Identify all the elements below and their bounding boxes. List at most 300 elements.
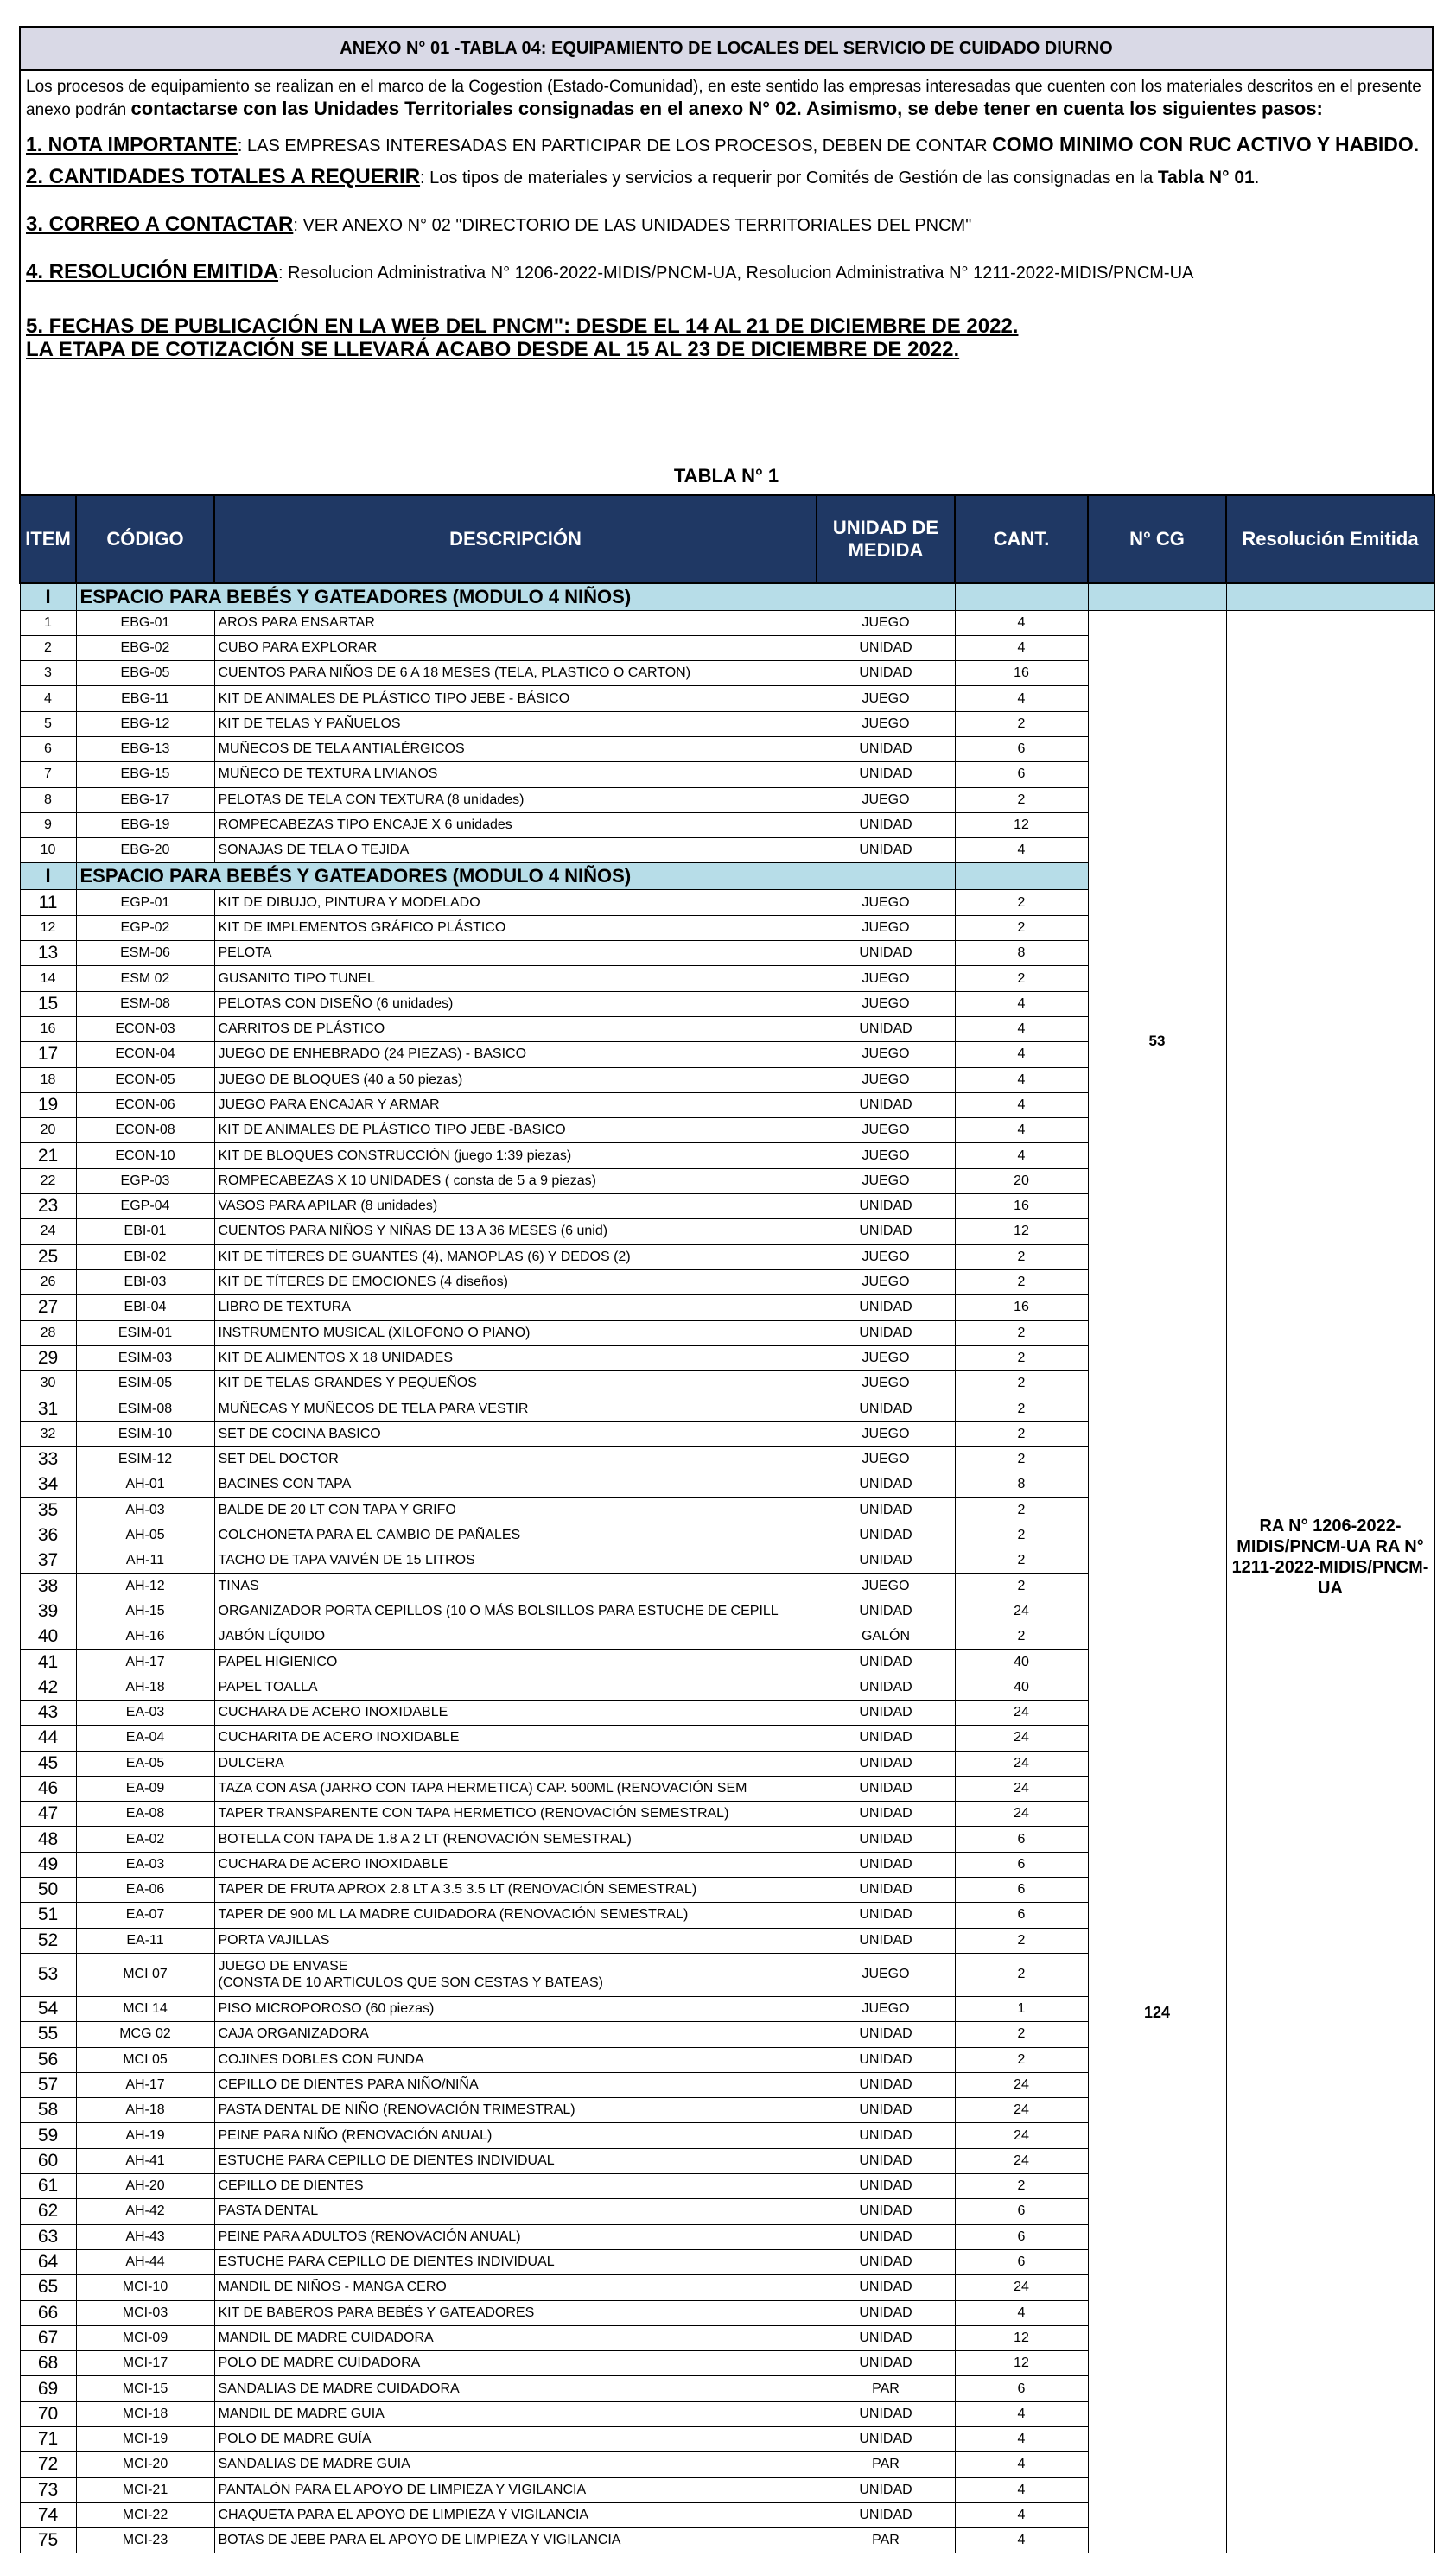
row-codigo: MCI 07 — [76, 1953, 214, 1996]
row-unidad: JUEGO — [817, 1371, 955, 1396]
row-item: 64 — [20, 2249, 76, 2274]
row-unidad: JUEGO — [817, 1574, 955, 1599]
row-unidad: UNIDAD — [817, 1320, 955, 1345]
row-item: 58 — [20, 2098, 76, 2123]
row-item: 9 — [20, 812, 76, 837]
row-descripcion: BOTAS DE JEBE PARA EL APOYO DE LIMPIEZA Y VIGILANCIA — [214, 2528, 817, 2553]
row-codigo: AH-42 — [76, 2199, 214, 2224]
row-unidad: UNIDAD — [817, 1396, 955, 1421]
row-cant: 2 — [955, 1447, 1088, 1472]
row-descripcion: JUEGO PARA ENCAJAR Y ARMAR — [214, 1092, 817, 1117]
row-codigo: EA-07 — [76, 1903, 214, 1928]
row-codigo: ESM 02 — [76, 966, 214, 991]
row-item: 3 — [20, 661, 76, 686]
row-item: 24 — [20, 1219, 76, 1244]
row-codigo: ESM-06 — [76, 941, 214, 966]
row-cant: 8 — [955, 1472, 1088, 1497]
row-item: 62 — [20, 2199, 76, 2224]
row-item: 60 — [20, 2148, 76, 2173]
row-unidad: JUEGO — [817, 915, 955, 940]
row-descripcion: PAPEL HIGIENICO — [214, 1650, 817, 1675]
row-item: 2 — [20, 635, 76, 660]
row-descripcion: JUEGO DE BLOQUES (40 a 50 piezas) — [214, 1067, 817, 1092]
note-1-bold: COMO MINIMO CON RUC ACTIVO Y HABIDO. — [992, 133, 1420, 156]
row-codigo: MCI-21 — [76, 2477, 214, 2502]
row-cant: 4 — [955, 610, 1088, 635]
row-item: 39 — [20, 1599, 76, 1624]
row-unidad: UNIDAD — [817, 1852, 955, 1877]
row-codigo: MCI-22 — [76, 2502, 214, 2527]
row-unidad: UNIDAD — [817, 1650, 955, 1675]
table-body — [20, 583, 1434, 2553]
row-cant: 6 — [955, 2199, 1088, 2224]
row-codigo: AH-03 — [76, 1497, 214, 1523]
row-item: 66 — [20, 2300, 76, 2325]
row-unidad: JUEGO — [817, 1447, 955, 1472]
row-descripcion: SONAJAS DE TELA O TEJIDA — [214, 838, 817, 863]
row-item: 43 — [20, 1700, 76, 1725]
row-descripcion: ESTUCHE PARA CEPILLO DE DIENTES INDIVIDUAL — [214, 2249, 817, 2274]
row-descripcion: KIT DE TÍTERES DE GUANTES (4), MANOPLAS (6) Y DEDOS (2) — [214, 1244, 817, 1269]
row-cant: 16 — [955, 661, 1088, 686]
section-blank-unidad — [817, 583, 955, 610]
row-codigo: AH-19 — [76, 2123, 214, 2148]
row-unidad: UNIDAD — [817, 1523, 955, 1548]
row-codigo: EA-05 — [76, 1751, 214, 1776]
row-descripcion: ESTUCHE PARA CEPILLO DE DIENTES INDIVIDUAL — [214, 2148, 817, 2173]
row-item: 12 — [20, 915, 76, 940]
row-unidad: JUEGO — [817, 686, 955, 711]
row-codigo: EBG-01 — [76, 610, 214, 635]
row-unidad: UNIDAD — [817, 1903, 955, 1928]
row-codigo: AH-20 — [76, 2174, 214, 2199]
row-cant: 2 — [955, 787, 1088, 812]
row-item: 71 — [20, 2426, 76, 2451]
row-unidad: JUEGO — [817, 711, 955, 736]
row-codigo: AH-05 — [76, 1523, 214, 1548]
row-descripcion: KIT DE DIBUJO, PINTURA Y MODELADO — [214, 890, 817, 915]
section-blank-cant — [955, 583, 1088, 610]
row-unidad: JUEGO — [817, 1118, 955, 1143]
row-item: 42 — [20, 1675, 76, 1700]
row-cant: 4 — [955, 2426, 1088, 2451]
row-cant: 6 — [955, 2376, 1088, 2401]
row-unidad: UNIDAD — [817, 2072, 955, 2097]
row-codigo: MCI 05 — [76, 2047, 214, 2072]
row-item: 8 — [20, 787, 76, 812]
row-unidad: GALÓN — [817, 1624, 955, 1650]
row-descripcion: PELOTAS DE TELA CON TEXTURA (8 unidades) — [214, 787, 817, 812]
row-cant: 4 — [955, 635, 1088, 660]
section-blank-ncg — [1088, 583, 1226, 610]
row-cant: 2 — [955, 1523, 1088, 1548]
row-codigo: EBG-15 — [76, 762, 214, 787]
row-unidad: UNIDAD — [817, 1827, 955, 1852]
row-codigo: EBG-11 — [76, 686, 214, 711]
row-codigo: EA-09 — [76, 1776, 214, 1801]
row-unidad: UNIDAD — [817, 1776, 955, 1801]
row-descripcion: KIT DE TELAS GRANDES Y PEQUEÑOS — [214, 1371, 817, 1396]
row-codigo: EBI-02 — [76, 1244, 214, 1269]
row-cant: 12 — [955, 812, 1088, 837]
row-codigo: EA-03 — [76, 1852, 214, 1877]
note-4-label: 4. RESOLUCIÓN EMITIDA — [26, 260, 279, 283]
note-4-text: : Resolucion Administrativa N° 1206-2022-MIDIS/PNCM-UA, Resolucion Administrativa N° 1211-2022-MIDIS/PNCM-UA — [278, 264, 1194, 283]
row-cant: 2 — [955, 915, 1088, 940]
row-unidad: JUEGO — [817, 890, 955, 915]
section-marker: I — [20, 863, 76, 890]
row-cant: 24 — [955, 1726, 1088, 1751]
row-unidad: JUEGO — [817, 1067, 955, 1092]
note-2-end: . — [1254, 168, 1260, 188]
row-cant: 2 — [955, 890, 1088, 915]
row-cant: 2 — [955, 2174, 1088, 2199]
note-3-label: 3. CORREO A CONTACTAR — [26, 213, 294, 236]
row-item: 21 — [20, 1143, 76, 1168]
note-2-label: 2. CANTIDADES TOTALES A REQUERIR — [26, 165, 421, 188]
row-codigo: ECON-08 — [76, 1118, 214, 1143]
row-unidad: UNIDAD — [817, 2123, 955, 2148]
section-marker: I — [20, 583, 76, 610]
row-unidad: JUEGO — [817, 610, 955, 635]
row-cant: 6 — [955, 2249, 1088, 2274]
row-codigo: MCI-19 — [76, 2426, 214, 2451]
row-unidad: UNIDAD — [817, 2249, 955, 2274]
row-cant: 4 — [955, 838, 1088, 863]
intro-block — [19, 71, 1434, 494]
row-item: 54 — [20, 1996, 76, 2021]
row-cant: 24 — [955, 2148, 1088, 2173]
row-codigo: MCI-20 — [76, 2452, 214, 2477]
header-descripcion: DESCRIPCIÓN — [214, 495, 817, 583]
row-item: 34 — [20, 1472, 76, 1497]
row-descripcion: TINAS — [214, 1574, 817, 1599]
row-cant: 4 — [955, 1067, 1088, 1092]
row-cant: 2 — [955, 711, 1088, 736]
row-descripcion: KIT DE ALIMENTOS X 18 UNIDADES — [214, 1345, 817, 1370]
row-item: 16 — [20, 1016, 76, 1041]
row-unidad: JUEGO — [817, 1421, 955, 1446]
annex-title: ANEXO N° 01 -TABLA 04: EQUIPAMIENTO DE LOCALES DEL SERVICIO DE CUIDADO DIURNO — [19, 26, 1434, 71]
row-descripcion: COLCHONETA PARA EL CAMBIO DE PAÑALES — [214, 1523, 817, 1548]
row-cant: 2 — [955, 1320, 1088, 1345]
note-2-text: : Los tipos de materiales y servicios a requerir por Comités de Gestión de las consignadas en la — [420, 168, 1158, 188]
row-item: 74 — [20, 2502, 76, 2527]
row-codigo: EBG-13 — [76, 736, 214, 761]
row-descripcion: TAPER TRANSPARENTE CON TAPA HERMETICO (RENOVACIÓN SEMESTRAL) — [214, 1802, 817, 1827]
row-cant: 4 — [955, 2401, 1088, 2426]
row-cant: 4 — [955, 2452, 1088, 2477]
row-unidad: UNIDAD — [817, 1675, 955, 1700]
row-codigo: EA-11 — [76, 1928, 214, 1953]
row-descripcion: VASOS PARA APILAR (8 unidades) — [214, 1194, 817, 1219]
row-item: 7 — [20, 762, 76, 787]
section-label: ESPACIO PARA BEBÉS Y GATEADORES (MODULO 4 NIÑOS) — [76, 583, 817, 610]
row-item: 31 — [20, 1396, 76, 1421]
row-unidad: UNIDAD — [817, 1295, 955, 1320]
table-row — [20, 610, 1434, 635]
note-5-line-2: LA ETAPA DE COTIZACIÓN SE LLEVARÁ ACABO DESDE AL 15 AL 23 DE DICIEMBRE DE 2022. — [26, 338, 960, 361]
row-unidad: JUEGO — [817, 1996, 955, 2021]
row-item: 72 — [20, 2452, 76, 2477]
row-descripcion: JUEGO DE ENHEBRADO (24 PIEZAS) - BASICO — [214, 1042, 817, 1067]
row-codigo: MCI-23 — [76, 2528, 214, 2553]
row-codigo: ESIM-05 — [76, 1371, 214, 1396]
row-descripcion: KIT DE ANIMALES DE PLÁSTICO TIPO JEBE -BASICO — [214, 1118, 817, 1143]
row-item: 10 — [20, 838, 76, 863]
row-codigo: ESM-08 — [76, 991, 214, 1016]
row-item: 20 — [20, 1118, 76, 1143]
row-cant: 24 — [955, 1802, 1088, 1827]
row-item: 14 — [20, 966, 76, 991]
row-item: 18 — [20, 1067, 76, 1092]
row-cant: 4 — [955, 1016, 1088, 1041]
row-cant: 2 — [955, 1928, 1088, 1953]
row-descripcion: PANTALÓN PARA EL APOYO DE LIMPIEZA Y VIGILANCIA — [214, 2477, 817, 2502]
row-unidad: UNIDAD — [817, 1751, 955, 1776]
row-item: 28 — [20, 1320, 76, 1345]
row-item: 50 — [20, 1878, 76, 1903]
row-descripcion: SET DE COCINA BASICO — [214, 1421, 817, 1446]
row-unidad: UNIDAD — [817, 1878, 955, 1903]
row-item: 73 — [20, 2477, 76, 2502]
row-descripcion: CUBO PARA EXPLORAR — [214, 635, 817, 660]
row-codigo: EA-02 — [76, 1827, 214, 1852]
row-cant: 2 — [955, 1421, 1088, 1446]
row-item: 4 — [20, 686, 76, 711]
row-item: 25 — [20, 1244, 76, 1269]
row-descripcion: PEINE PARA ADULTOS (RENOVACIÓN ANUAL) — [214, 2224, 817, 2249]
row-item: 52 — [20, 1928, 76, 1953]
row-unidad: UNIDAD — [817, 1472, 955, 1497]
row-codigo: EBG-02 — [76, 635, 214, 660]
row-item: 61 — [20, 2174, 76, 2199]
note-2-bold: Tabla N° 01 — [1157, 168, 1255, 188]
row-descripcion: AROS PARA ENSARTAR — [214, 610, 817, 635]
row-descripcion: ROMPECABEZAS X 10 UNIDADES ( consta de 5 a 9 piezas) — [214, 1168, 817, 1193]
row-unidad: UNIDAD — [817, 2401, 955, 2426]
row-cant: 4 — [955, 2300, 1088, 2325]
row-item: 67 — [20, 2325, 76, 2350]
table-header-row — [20, 495, 1434, 583]
row-item: 33 — [20, 1447, 76, 1472]
header-ncg: N° CG — [1088, 495, 1226, 583]
row-descripcion: KIT DE BLOQUES CONSTRUCCIÓN (juego 1:39 piezas) — [214, 1143, 817, 1168]
row-unidad: JUEGO — [817, 1244, 955, 1269]
row-codigo: AH-43 — [76, 2224, 214, 2249]
row-item: 32 — [20, 1421, 76, 1446]
row-codigo: EA-03 — [76, 1700, 214, 1725]
row-item: 75 — [20, 2528, 76, 2553]
note-3 — [26, 213, 1427, 238]
row-cant: 2 — [955, 2022, 1088, 2047]
section-blank-res — [1226, 583, 1434, 610]
row-descripcion: CARRITOS DE PLÁSTICO — [214, 1016, 817, 1041]
row-codigo: EGP-02 — [76, 915, 214, 940]
row-descripcion: PORTA VAJILLAS — [214, 1928, 817, 1953]
row-cant: 2 — [955, 1497, 1088, 1523]
row-descripcion: POLO DE MADRE GUÍA — [214, 2426, 817, 2451]
row-item: 53 — [20, 1953, 76, 1996]
row-cant: 40 — [955, 1650, 1088, 1675]
row-unidad: JUEGO — [817, 1953, 955, 1996]
row-descripcion: JABÓN LÍQUIDO — [214, 1624, 817, 1650]
row-descripcion: MUÑECAS Y MUÑECOS DE TELA PARA VESTIR — [214, 1396, 817, 1421]
row-descripcion: PELOTA — [214, 941, 817, 966]
row-codigo: MCI 14 — [76, 1996, 214, 2021]
row-codigo: MCI-10 — [76, 2275, 214, 2300]
row-codigo: EA-06 — [76, 1878, 214, 1903]
row-unidad: JUEGO — [817, 787, 955, 812]
row-unidad: UNIDAD — [817, 2022, 955, 2047]
row-unidad: UNIDAD — [817, 2047, 955, 2072]
row-unidad: PAR — [817, 2452, 955, 2477]
row-cant: 12 — [955, 2325, 1088, 2350]
row-codigo: EGP-04 — [76, 1194, 214, 1219]
row-descripcion: CUCHARA DE ACERO INOXIDABLE — [214, 1700, 817, 1725]
row-item: 65 — [20, 2275, 76, 2300]
row-item: 26 — [20, 1269, 76, 1294]
row-unidad: JUEGO — [817, 966, 955, 991]
row-unidad: UNIDAD — [817, 1219, 955, 1244]
row-cant: 16 — [955, 1295, 1088, 1320]
row-cant: 8 — [955, 941, 1088, 966]
row-unidad: UNIDAD — [817, 635, 955, 660]
row-cant: 4 — [955, 991, 1088, 1016]
row-cant: 4 — [955, 2477, 1088, 2502]
row-item: 63 — [20, 2224, 76, 2249]
row-unidad: UNIDAD — [817, 2224, 955, 2249]
section-blank-unidad — [817, 863, 955, 890]
row-descripcion: PASTA DENTAL — [214, 2199, 817, 2224]
row-item: 19 — [20, 1092, 76, 1117]
row-cant: 40 — [955, 1675, 1088, 1700]
row-codigo: MCI-03 — [76, 2300, 214, 2325]
row-unidad: JUEGO — [817, 1042, 955, 1067]
ncg-group-1: 53 — [1088, 610, 1226, 1472]
row-descripcion: CAJA ORGANIZADORA — [214, 2022, 817, 2047]
row-unidad: JUEGO — [817, 1168, 955, 1193]
row-cant: 2 — [955, 1624, 1088, 1650]
row-unidad: UNIDAD — [817, 2426, 955, 2451]
note-1-text: : LAS EMPRESAS INTERESADAS EN PARTICIPAR DE LOS PROCESOS, DEBEN DE CONTAR — [237, 137, 993, 156]
row-descripcion: JUEGO DE ENVASE (CONSTA DE 10 ARTICULOS QUE SON CESTAS Y BATEAS) — [214, 1953, 817, 1996]
row-item: 36 — [20, 1523, 76, 1548]
row-descripcion: PELOTAS CON DISEÑO (6 unidades) — [214, 991, 817, 1016]
row-descripcion: ROMPECABEZAS TIPO ENCAJE X 6 unidades — [214, 812, 817, 837]
row-unidad: UNIDAD — [817, 736, 955, 761]
row-descripcion: CHAQUETA PARA EL APOYO DE LIMPIEZA Y VIGILANCIA — [214, 2502, 817, 2527]
header-cant: CANT. — [955, 495, 1088, 583]
row-codigo: EBI-03 — [76, 1269, 214, 1294]
row-item: 15 — [20, 991, 76, 1016]
row-unidad: UNIDAD — [817, 661, 955, 686]
note-3-text: : VER ANEXO N° 02 "DIRECTORIO DE LAS UNIDADES TERRITORIALES DEL PNCM" — [293, 216, 972, 235]
row-cant: 4 — [955, 2502, 1088, 2527]
row-codigo: EA-04 — [76, 1726, 214, 1751]
row-item: 55 — [20, 2022, 76, 2047]
row-unidad: UNIDAD — [817, 1700, 955, 1725]
section-blank-cant — [955, 863, 1088, 890]
row-codigo: EBG-12 — [76, 711, 214, 736]
row-item: 57 — [20, 2072, 76, 2097]
row-unidad: UNIDAD — [817, 2174, 955, 2199]
row-cant: 2 — [955, 1269, 1088, 1294]
row-unidad: JUEGO — [817, 1269, 955, 1294]
row-cant: 12 — [955, 2351, 1088, 2376]
row-unidad: PAR — [817, 2528, 955, 2553]
row-descripcion: KIT DE TÍTERES DE EMOCIONES (4 diseños) — [214, 1269, 817, 1294]
row-descripcion: BOTELLA CON TAPA DE 1.8 A 2 LT (RENOVACIÓN SEMESTRAL) — [214, 1827, 817, 1852]
row-unidad: UNIDAD — [817, 1016, 955, 1041]
table-row — [20, 1472, 1434, 1497]
row-cant: 2 — [955, 1548, 1088, 1574]
row-descripcion: KIT DE TELAS Y PAÑUELOS — [214, 711, 817, 736]
row-codigo: EA-08 — [76, 1802, 214, 1827]
row-codigo: MCI-18 — [76, 2401, 214, 2426]
row-codigo: EBG-20 — [76, 838, 214, 863]
row-item: 56 — [20, 2047, 76, 2072]
section-row — [20, 583, 1434, 610]
row-descripcion: MANDIL DE MADRE GUIA — [214, 2401, 817, 2426]
row-cant: 1 — [955, 1996, 1088, 2021]
header-resolucion: Resolución Emitida — [1226, 495, 1434, 583]
row-cant: 24 — [955, 2098, 1088, 2123]
row-descripcion: CUENTOS PARA NIÑOS Y NIÑAS DE 13 A 36 MESES (6 unid) — [214, 1219, 817, 1244]
row-item: 68 — [20, 2351, 76, 2376]
row-descripcion: GUSANITO TIPO TUNEL — [214, 966, 817, 991]
note-4 — [26, 260, 1427, 285]
row-item: 46 — [20, 1776, 76, 1801]
row-codigo: AH-18 — [76, 2098, 214, 2123]
row-item: 49 — [20, 1852, 76, 1877]
note-5b — [26, 338, 1427, 361]
row-item: 30 — [20, 1371, 76, 1396]
row-unidad: UNIDAD — [817, 1497, 955, 1523]
row-item: 37 — [20, 1548, 76, 1574]
row-cant: 6 — [955, 2224, 1088, 2249]
row-descripcion: TAPER DE FRUTA APROX 2.8 LT A 3.5 3.5 LT (RENOVACIÓN SEMESTRAL) — [214, 1878, 817, 1903]
row-descripcion: MANDIL DE MADRE CUIDADORA — [214, 2325, 817, 2350]
row-unidad: UNIDAD — [817, 2199, 955, 2224]
spreadsheet-sheet — [19, 26, 1434, 2553]
row-cant: 2 — [955, 1371, 1088, 1396]
row-codigo: ESIM-08 — [76, 1396, 214, 1421]
row-item: 23 — [20, 1194, 76, 1219]
row-item: 13 — [20, 941, 76, 966]
row-unidad: UNIDAD — [817, 1599, 955, 1624]
row-descripcion: TACHO DE TAPA VAIVÉN DE 15 LITROS — [214, 1548, 817, 1574]
row-cant: 24 — [955, 1599, 1088, 1624]
row-unidad: UNIDAD — [817, 2300, 955, 2325]
row-cant: 2 — [955, 966, 1088, 991]
row-descripcion: PAPEL TOALLA — [214, 1675, 817, 1700]
row-codigo: ESIM-01 — [76, 1320, 214, 1345]
row-cant: 24 — [955, 2275, 1088, 2300]
row-codigo: AH-12 — [76, 1574, 214, 1599]
row-codigo: AH-41 — [76, 2148, 214, 2173]
row-descripcion: PASTA DENTAL DE NIÑO (RENOVACIÓN TRIMESTRAL) — [214, 2098, 817, 2123]
row-codigo: ESIM-12 — [76, 1447, 214, 1472]
row-cant: 24 — [955, 1700, 1088, 1725]
row-cant: 20 — [955, 1168, 1088, 1193]
row-cant: 4 — [955, 686, 1088, 711]
resolucion-group-1 — [1226, 610, 1434, 1472]
row-item: 44 — [20, 1726, 76, 1751]
row-cant: 2 — [955, 1396, 1088, 1421]
header-codigo: CÓDIGO — [76, 495, 214, 583]
row-codigo: AH-01 — [76, 1472, 214, 1497]
